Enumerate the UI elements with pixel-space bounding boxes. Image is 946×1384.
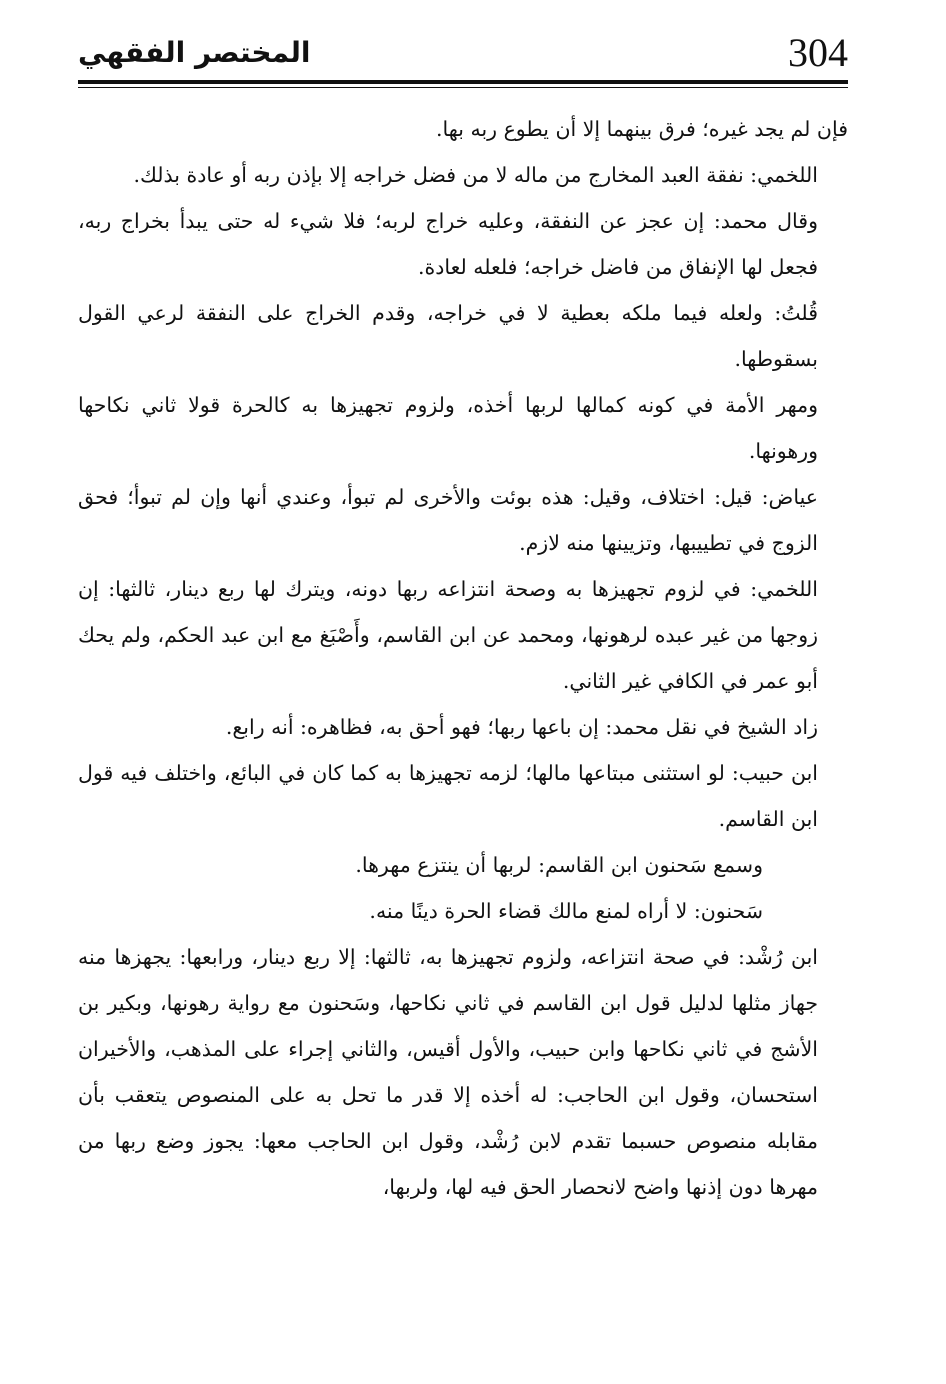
header-rule-thick	[78, 80, 848, 84]
paragraph: وسمع سَحنون ابن القاسم: لربها أن ينتزع مهرها.	[355, 853, 763, 877]
page-body-text	[78, 106, 848, 1210]
paragraph: اللخمي: في لزوم تجهيزها به وصحة انتزاعه ربها دونه، ويترك لها ربع دينار، ثالثها: إن زوجها من غير عبده لرهونها، ومحمد عن ابن القاسم، وأَصْبَغ مع ابن عبد الحكم، ولم يحك أبو عمر في الكافي غير الثاني.	[78, 577, 818, 693]
book-title: المختصر الفقهي	[78, 36, 311, 69]
paragraph: زاد الشيخ في نقل محمد: إن باعها ربها؛ فهو أحق به، فظاهره: أنه رابع.	[225, 715, 818, 739]
paragraph: قُلتُ: ولعله فيما ملكه بعطية لا في خراجه، وقدم الخراج على النفقة لرعي القول بسقوطها.	[78, 301, 818, 371]
page-header	[78, 30, 848, 80]
page-number: 304	[788, 30, 848, 75]
paragraph: ابن رُشْد: في صحة انتزاعه، ولزوم تجهيزها به، ثالثها: إلا ربع دينار، ورابعها: يجهزها منه جهاز مثلها لدليل قول ابن القاسم في ثاني نكاحها، وسَحنون مع رواية رهونها، وبكير بن الأشج في ثاني نكاحها وابن حبيب، والأول أقيس، والثاني إجراء على المذهب، والأخيران استحسان، وقول ابن الحاجب: له أخذه إلا قدر ما تحل به على المنصوص يتعقب بأن مقابله منصوص حسبما تقدم لابن رُشْد، وقول ابن الحاجب معها: يجوز وضع ربها من مهرها دون إذنها واضح لانحصار الحق فيه لها، ولربها،	[78, 945, 818, 1199]
paragraph: وقال محمد: إن عجز عن النفقة، وعليه خراج لربه؛ فلا شيء له حتى يبدأ بخراج ربه، فجعل لها الإنفاق من فاضل خراجه؛ فلعله لعادة.	[78, 209, 818, 279]
paragraph: فإن لم يجد غيره؛ فرق بينهما إلا أن يطوع ربه بها.	[436, 117, 848, 141]
paragraph: ابن حبيب: لو استثنى مبتاعها مالها؛ لزمه تجهيزها به كما كان في البائع، واختلف فيه قول ابن القاسم.	[78, 761, 818, 831]
paragraph: اللخمي: نفقة العبد المخارج من ماله لا من فضل خراجه إلا بإذن ربه أو عادة بذلك.	[133, 163, 818, 187]
header-rule-thin	[78, 87, 848, 88]
paragraph: عياض: قيل: اختلاف، وقيل: هذه بوئت والأخرى لم تبوأ، وعندي أنها وإن لم تبوأ؛ فحق الزوج في تطييبها، وتزيينها منه لازم.	[78, 485, 818, 555]
paragraph: ومهر الأمة في كونه كمالها لربها أخذه، ولزوم تجهيزها به كالحرة قولا ثاني نكاحها ورهونها.	[78, 393, 818, 463]
paragraph: سَحنون: لا أراه لمنع مالك قضاء الحرة دينًا منه.	[369, 899, 763, 923]
